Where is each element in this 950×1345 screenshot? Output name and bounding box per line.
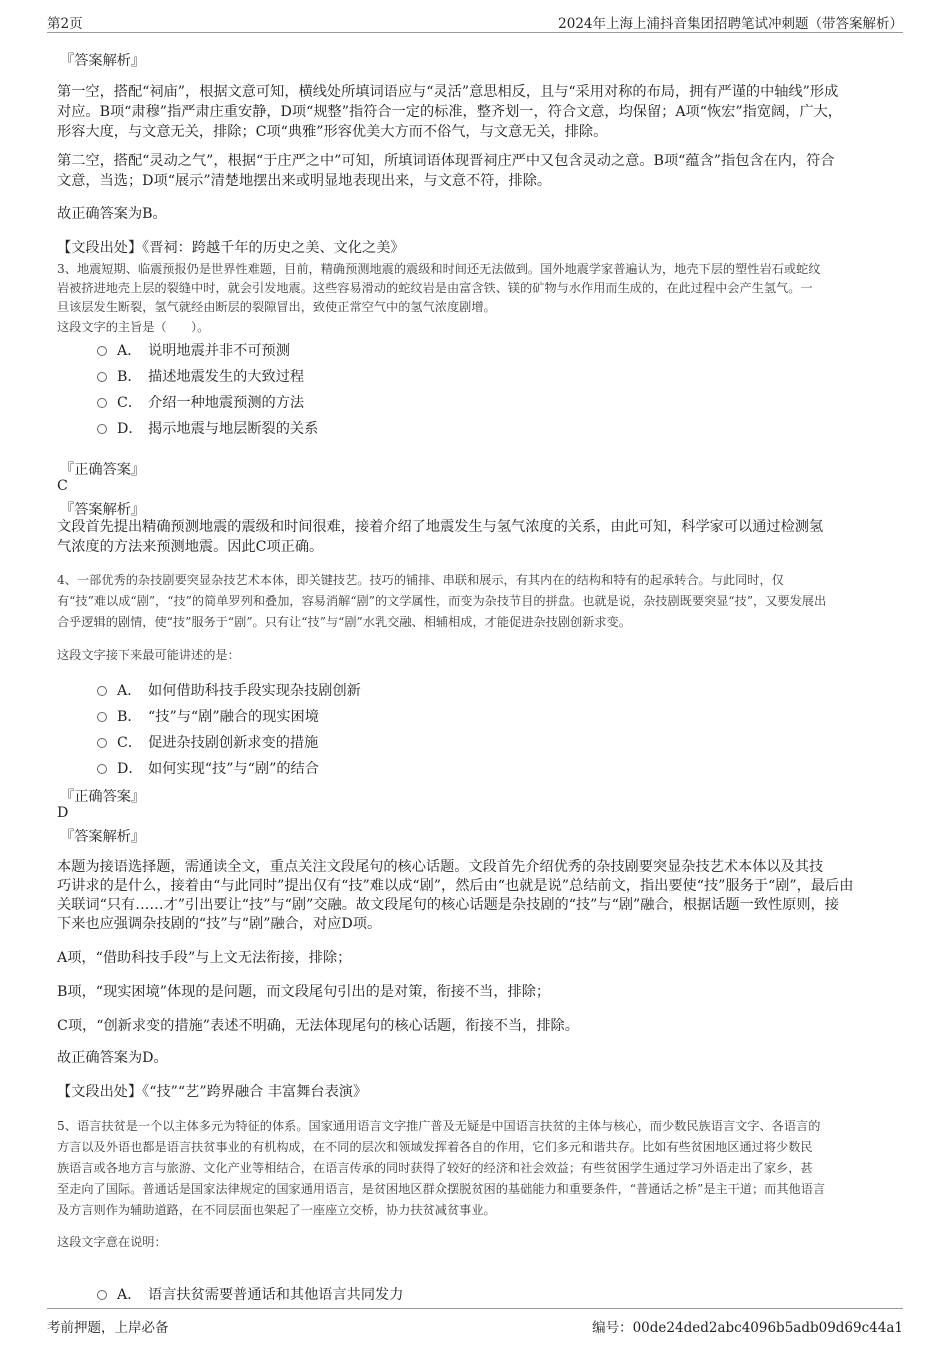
correct-answer: D [57, 805, 69, 821]
radio-icon[interactable] [97, 764, 107, 774]
option-d[interactable]: D． 揭示地震与地层断裂的关系 [97, 418, 318, 438]
radio-icon[interactable] [97, 424, 107, 434]
question-stem: 这段文字意在说明： [57, 1235, 167, 1249]
option-note: B项，“现实困境”体现的是问题，而文段尾句引出的是对策，衔接不当，排除； [57, 984, 551, 1000]
answer-label: 『正确答案』 [60, 462, 146, 478]
question-stem: 这段文字接下来最可能讲述的是： [57, 648, 240, 662]
radio-icon[interactable] [97, 398, 107, 408]
analysis-paragraph: 文段首先提出精确预测地震的震级和时间很难，接着介绍了地震发生与氢气浓度的关系，由此可知，科学家可以通过检测氢 气浓度的方法来预测地震。因此C项正确。 [57, 519, 824, 555]
option-b[interactable]: B． 描述地震发生的大致过程 [97, 366, 304, 386]
answer-label: 『正确答案』 [60, 789, 146, 805]
question-text: 4、一部优秀的杂技剧要突显杂技艺术本体，即关键技艺。技巧的铺排、串联和展示，有其内在的结构和特有的起承转合。与此同时，仅 有“技”难以成“剧”，“技”的简单罗列和叠加，容易消解“剧”的文学属性，而变为杂技节目的拼盘。也就是说，杂技剧既要突显“技”，又要发展出 合乎逻辑的剧情，使“技”服务于“剧”。只有让“技”与“剧”水乳交融、相辅相成，才能促进杂技剧创新求变。 [57, 573, 827, 629]
question-text: 5、语言扶贫是一个以主体多元为特征的体系。国家通用语言文字推广普及无疑是中国语言扶贫的主体与核心，而少数民族语言文字、各语言的 方言以及外语也都是语言扶贫事业的有机构成，在不同的层次和领域发挥着各自的作用，它们多元和谐共存。比如有些贫困地区通过将少数民 族语言或各地方言与旅游、文化产业等相结合，在语言传承的同时获得了较好的经济和社会效益；有些贫困学生通过学习外语走出了家乡，甚 至走向了国际。普通话是国家法律规定的国家通用语言，是贫困地区群众摆脱贫困的基础能力和重要条件，“普通话之桥”是主干道；而其他语言 及方言则作为辅助道路，在不同层面也架起了一座座立交桥，协力扶贫减贫事业。 [57, 1119, 826, 1217]
analysis-label: 『答案解析』 [60, 53, 146, 69]
option-c[interactable]: C． 介绍一种地震预测的方法 [97, 392, 304, 412]
option-note: A项，“借助科技手段”与上文无法衔接，排除； [57, 950, 352, 966]
conclusion: 故正确答案为D。 [57, 1050, 168, 1066]
radio-icon[interactable] [97, 346, 107, 356]
option-a[interactable]: A． 如何借助科技手段实现杂技剧创新 [97, 680, 361, 700]
analysis-paragraph: 第二空，搭配“灵动之气”，根据“于庄严之中”可知，所填词语体现晋祠庄严中又包含灵动之意。B项“蕴含”指包含在内，符合 文意，当选；D项“展示”清楚地摆出来或明显地表现出来，与文意不符，排除。 [57, 153, 835, 189]
footer-slogan: 考前押题，上岸必备 [47, 1320, 169, 1336]
document-code: 编号：00de24ded2abc4096b5adb09d69c44a1 [592, 1320, 903, 1336]
radio-icon[interactable] [97, 372, 107, 382]
page-footer [47, 1308, 903, 1339]
source-citation: 【文段出处】《晋祠：跨越千年的历史之美、文化之美》 [57, 240, 405, 256]
option-b[interactable]: B． “技”与“剧”融合的现实困境 [97, 706, 319, 726]
analysis-label: 『答案解析』 [60, 502, 146, 518]
option-a[interactable]: A． 语言扶贫需要普通话和其他语言共同发力 [97, 1284, 403, 1304]
radio-icon[interactable] [97, 738, 107, 748]
page-number: 第2页 [47, 16, 83, 32]
analysis-paragraph: 本题为接语选择题，需通读全文，重点关注文段尾句的核心话题。文段首先介绍优秀的杂技剧要突显杂技艺术本体以及其技 巧讲求的是什么，接着由“与此同时”提出仅有“技”难以成“剧”，然后由“也就是说”总结前文，指出要使“技”服务于“剧”，最后由 关联词“只有……才”引出要让“技”与“剧”交融。故文段尾句的核心话题是杂技剧的“技”与“剧”融合，根据话题一致性原则，接 下来也应强调杂技剧的“技”与“剧”融合，对应D项。 [57, 859, 854, 932]
analysis-paragraph: 第一空，搭配“祠庙”，根据文意可知，横线处所填词语应与“灵活”意思相反，且与“采用对称的布局，拥有严谨的中轴线”形成 对应。B项“肃穆”指严肃庄重安静，D项“规整”指符合一定的标准，整齐划一，符合文意，均保留；A项“恢宏”指宽阔，广大， 形容大度，与文意无关，排除；C项“典雅”形容优美大方而不俗气，与文意无关，排除。 [57, 84, 842, 140]
question-stem: 这段文字的主旨是（ ）。 [57, 320, 210, 334]
option-note: C项，“创新求变的措施”表述不明确，无法体现尾句的核心话题，衔接不当，排除。 [57, 1018, 579, 1034]
option-c[interactable]: C． 促进杂技剧创新求变的措施 [97, 732, 318, 752]
question-text: 3、地震短期、临震预报仍是世界性难题，目前，精确预测地震的震级和时间还无法做到。国外地震学家普遍认为，地壳下层的塑性岩石或蛇纹 岩被挤进地壳上层的裂缝中时，就会引发地震。这些容易滑动的蛇纹岩是由富含铁、镁的矿物与水作用而生成的，在此过程中会产生氢气。一 旦该层发生断裂，氢气就经由断层的裂隙冒出，致使正常空气中的氢气浓度剧增。 [57, 262, 821, 314]
conclusion: 故正确答案为B。 [57, 206, 167, 222]
radio-icon[interactable] [97, 712, 107, 722]
option-d[interactable]: D． 如何实现“技”与“剧”的结合 [97, 758, 319, 778]
radio-icon[interactable] [97, 1290, 107, 1300]
radio-icon[interactable] [97, 686, 107, 696]
document-title: 2024年上海上浦抖音集团招聘笔试冲刺题（带答案解析） [558, 16, 903, 32]
analysis-label: 『答案解析』 [60, 829, 146, 845]
correct-answer: C [57, 478, 68, 494]
option-a[interactable]: A． 说明地震并非不可预测 [97, 340, 290, 360]
page-header [47, 8, 903, 33]
source-citation: 【文段出处】《“技”“艺”跨界融合 丰富舞台表演》 [57, 1084, 368, 1100]
